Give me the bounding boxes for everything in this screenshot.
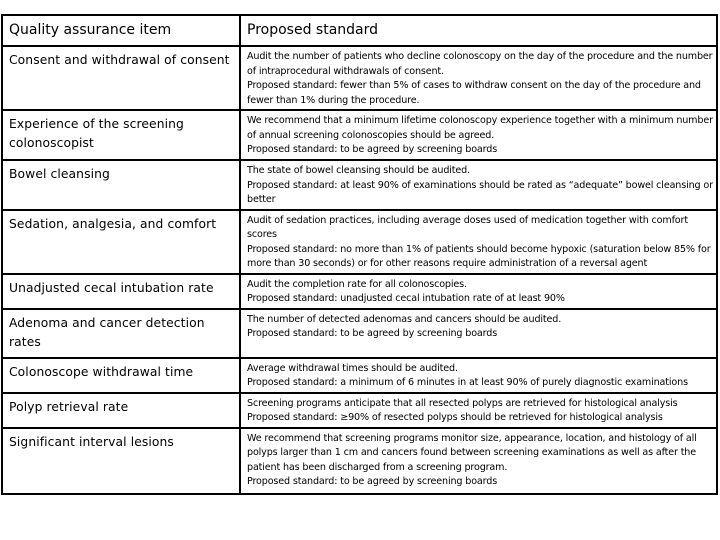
proposed-standard-cell xyxy=(240,309,717,358)
quality-item-cell: Unadjusted cecal intubation rate xyxy=(2,274,240,309)
proposed-standard-cell xyxy=(240,358,717,393)
column-header-item: Quality assurance item xyxy=(2,15,240,46)
table-header-row xyxy=(2,15,717,46)
table-row xyxy=(2,46,717,110)
quality-item-cell: Consent and withdrawal of consent xyxy=(2,46,240,110)
audit-description: Screening programs anticipate that all resected polyps are retrieved for histological analysis xyxy=(247,397,678,409)
proposed-standard-cell xyxy=(240,393,717,428)
proposed-standard-text: Proposed standard: to be agreed by screening boards xyxy=(247,476,498,487)
quality-item-cell: Adenoma and cancer detection rates xyxy=(2,309,240,358)
quality-item-cell: Polyp retrieval rate xyxy=(2,393,240,428)
quality-assurance-table xyxy=(1,14,718,495)
proposed-standard-cell xyxy=(240,110,717,160)
table-row xyxy=(2,210,717,274)
table-row xyxy=(2,309,717,358)
quality-item-cell: Colonoscope withdrawal time xyxy=(2,358,240,393)
audit-description: Audit the completion rate for all colonoscopies. xyxy=(247,278,467,290)
proposed-standard-text: Proposed standard: to be agreed by screening boards xyxy=(247,328,498,339)
proposed-standard-cell xyxy=(240,274,717,309)
audit-description: Audit the number of patients who decline colonoscopy on the day of the procedure and the number of intraprocedural withdrawals of consent. xyxy=(247,51,713,77)
proposed-standard-text: Proposed standard: fewer than 5% of cases to withdraw consent on the day of the procedure and fewer than 1% during the procedure. xyxy=(247,80,701,106)
table-row xyxy=(2,160,717,210)
table-body xyxy=(2,46,717,494)
proposed-standard-cell xyxy=(240,160,717,210)
audit-description: Average withdrawal times should be audited. xyxy=(247,362,458,374)
table-row xyxy=(2,110,717,160)
column-header-standard: Proposed standard xyxy=(240,15,717,46)
table-row xyxy=(2,274,717,309)
audit-description: The number of detected adenomas and cancers should be audited. xyxy=(247,313,562,325)
audit-description: We recommend that screening programs monitor size, appearance, location, and histology of all polyps larger than 1 cm and cancers found between screening examinations as well as after the patient has been discharged from a screening program. xyxy=(247,432,697,473)
audit-description: Audit of sedation practices, including average doses used of medication together with comfort scores xyxy=(247,214,688,240)
proposed-standard-text: Proposed standard: to be agreed by screening boards xyxy=(247,144,498,155)
audit-description: We recommend that a minimum lifetime colonoscopy experience together with a minimum number of annual screening colonoscopies should be agreed. xyxy=(247,115,713,141)
proposed-standard-text: Proposed standard: ≥90% of resected polyps should be retrieved for histological analysis xyxy=(247,412,663,423)
table-row xyxy=(2,358,717,393)
quality-item-cell: Significant interval lesions xyxy=(2,428,240,494)
audit-description: The state of bowel cleansing should be audited. xyxy=(247,165,470,176)
proposed-standard-text: Proposed standard: unadjusted cecal intubation rate of at least 90% xyxy=(247,293,565,304)
proposed-standard-cell xyxy=(240,46,717,110)
proposed-standard-text: Proposed standard: no more than 1% of patients should become hypoxic (saturation below 85% for more than 30 seconds) or for other reasons require administration of a reversal agent xyxy=(247,243,711,269)
quality-item-cell: Bowel cleansing xyxy=(2,160,240,210)
proposed-standard-cell xyxy=(240,428,717,494)
proposed-standard-text: Proposed standard: a minimum of 6 minutes in at least 90% of purely diagnostic examinations xyxy=(247,377,688,388)
table-row xyxy=(2,428,717,494)
quality-item-cell: Experience of the screening colonoscopist xyxy=(2,110,240,160)
table-row xyxy=(2,393,717,428)
proposed-standard-cell xyxy=(240,210,717,274)
proposed-standard-text: Proposed standard: at least 90% of examinations should be rated as “adequate” bowel cleansing or better xyxy=(247,179,713,205)
quality-item-cell: Sedation, analgesia, and comfort xyxy=(2,210,240,274)
